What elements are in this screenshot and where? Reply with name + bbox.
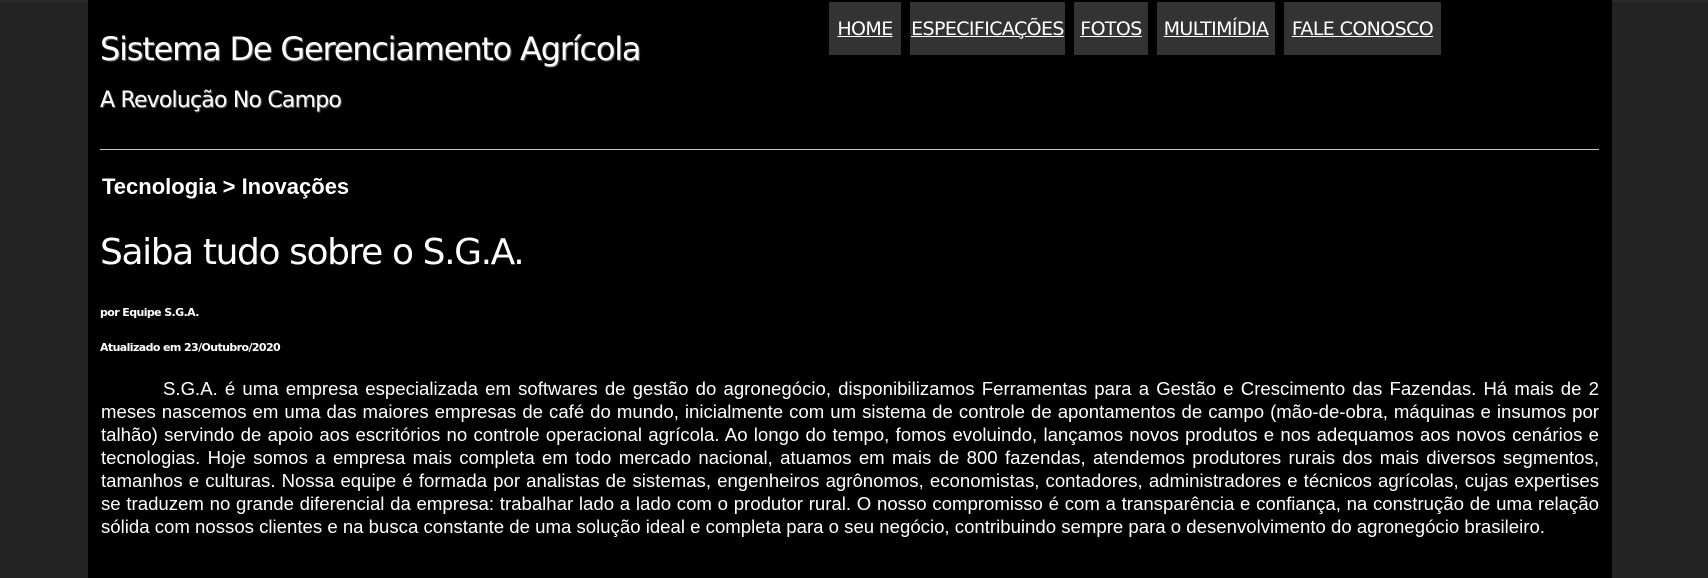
breadcrumb: Tecnologia > Inovações: [102, 174, 350, 199]
article-body: S.G.A. é uma empresa especializada em softwares de gestão do agronegócio, disponibilizamos Ferramentas para a Gestão e Crescimento das Fazendas. Há mais de 2 meses nascemos em uma das maiores empresas de café do mundo, inicialmente com um sistema de controle de apontamentos de campo (mão-de-obra, máquinas e insumos por talhão) servindo de apoio aos escritórios no controle operacional agrícola. Ao longo do tempo, fomos evoluindo, lançamos novos produtos e nos adequamos aos novos cenários e tecnologias. Hoje somos a empresa mais completa em todo mercado nacional, atuamos em mais de 800 fazendas, atendemos produtores rurais dos mais diversos segmentos, tamanhos e culturas. Nossa equipe é formada por analistas de sistemas, engenheiros agrônomos, economistas, contadores, administradores e técnicos agrícolas, cujas expertises se traduzem no grande diferencial da empresa: trabalhar lado a lado com o produtor rural. O nosso compromisso é com a transparência e confiança, na construção de uma relação sólida com nossos clientes e na busca constante de uma solução ideal e completa para o seu negócio, contribuindo sempre para o desenvolvimento do agronegócio brasileiro.: [101, 378, 1599, 537]
page-container: [88, 0, 1612, 578]
site-title: Sistema De Gerenciamento Agrícola: [100, 30, 641, 68]
main-nav: [829, 2, 1441, 55]
nav-multimidia[interactable]: MULTIMÍDIA: [1157, 2, 1275, 55]
article-author: por Equipe S.G.A.: [100, 306, 199, 319]
nav-especificacoes[interactable]: ESPECIFICAÇÕES: [910, 2, 1065, 55]
article-updated-date: Atualizado em 23/Outubro/2020: [100, 341, 281, 354]
article-title: Saiba tudo sobre o S.G.A.: [100, 232, 524, 273]
site-subtitle: A Revolução No Campo: [100, 88, 342, 113]
header-divider: [100, 149, 1599, 150]
nav-home[interactable]: HOME: [829, 2, 901, 55]
nav-fotos[interactable]: FOTOS: [1074, 2, 1148, 55]
nav-fale-conosco[interactable]: FALE CONOSCO: [1284, 2, 1441, 55]
